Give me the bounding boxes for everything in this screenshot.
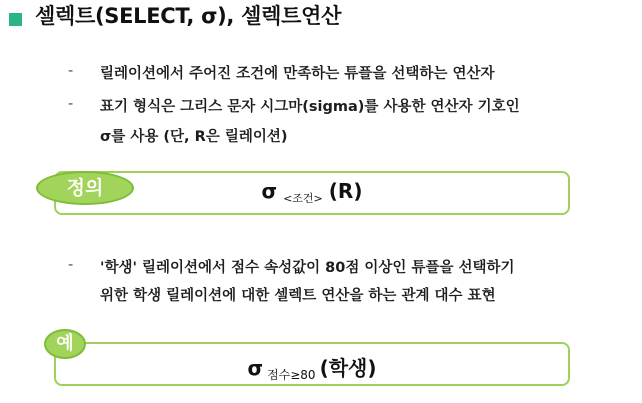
bullet-line: 표기 형식은 그리스 문자 시그마(sigma)를 사용한 연산자 기호인	[100, 99, 520, 115]
formula-subscript: 점수≥80	[267, 368, 316, 382]
bullet-line: 릴레이션에서 주어진 조건에 만족하는 튜플을 선택하는 연산자	[100, 66, 495, 82]
bullet-line: 위한 학생 릴레이션에 대한 셀렉트 연산을 하는 관계 대수 표현	[100, 288, 496, 304]
bullet-item	[68, 257, 515, 307]
bullet-dash: -	[68, 63, 74, 79]
definition-formula	[54, 179, 570, 206]
bullet-item	[68, 63, 494, 85]
formula-subscript: <조건>	[283, 192, 323, 205]
title-bullet-square	[9, 13, 22, 26]
bullet-dash: -	[68, 96, 74, 112]
bullet-item	[68, 96, 520, 148]
bullet-dash: -	[68, 257, 74, 273]
bullet-line: σ를 사용 (단, R은 릴레이션)	[100, 129, 288, 145]
formula-operand: (R)	[328, 179, 363, 203]
example-badge: 예	[44, 329, 86, 359]
example-formula	[54, 352, 570, 383]
formula-operand: (학생)	[319, 356, 377, 380]
sigma-symbol: σ	[261, 179, 278, 203]
definition-badge: 정의	[36, 171, 134, 205]
sigma-symbol: σ	[247, 356, 264, 380]
bullet-line: '학생' 릴레이션에서 점수 속성값이 80점 이상인 튜플을 선택하기	[100, 260, 515, 276]
slide-title: 셀렉트(SELECT, σ), 셀렉트연산	[35, 4, 342, 28]
